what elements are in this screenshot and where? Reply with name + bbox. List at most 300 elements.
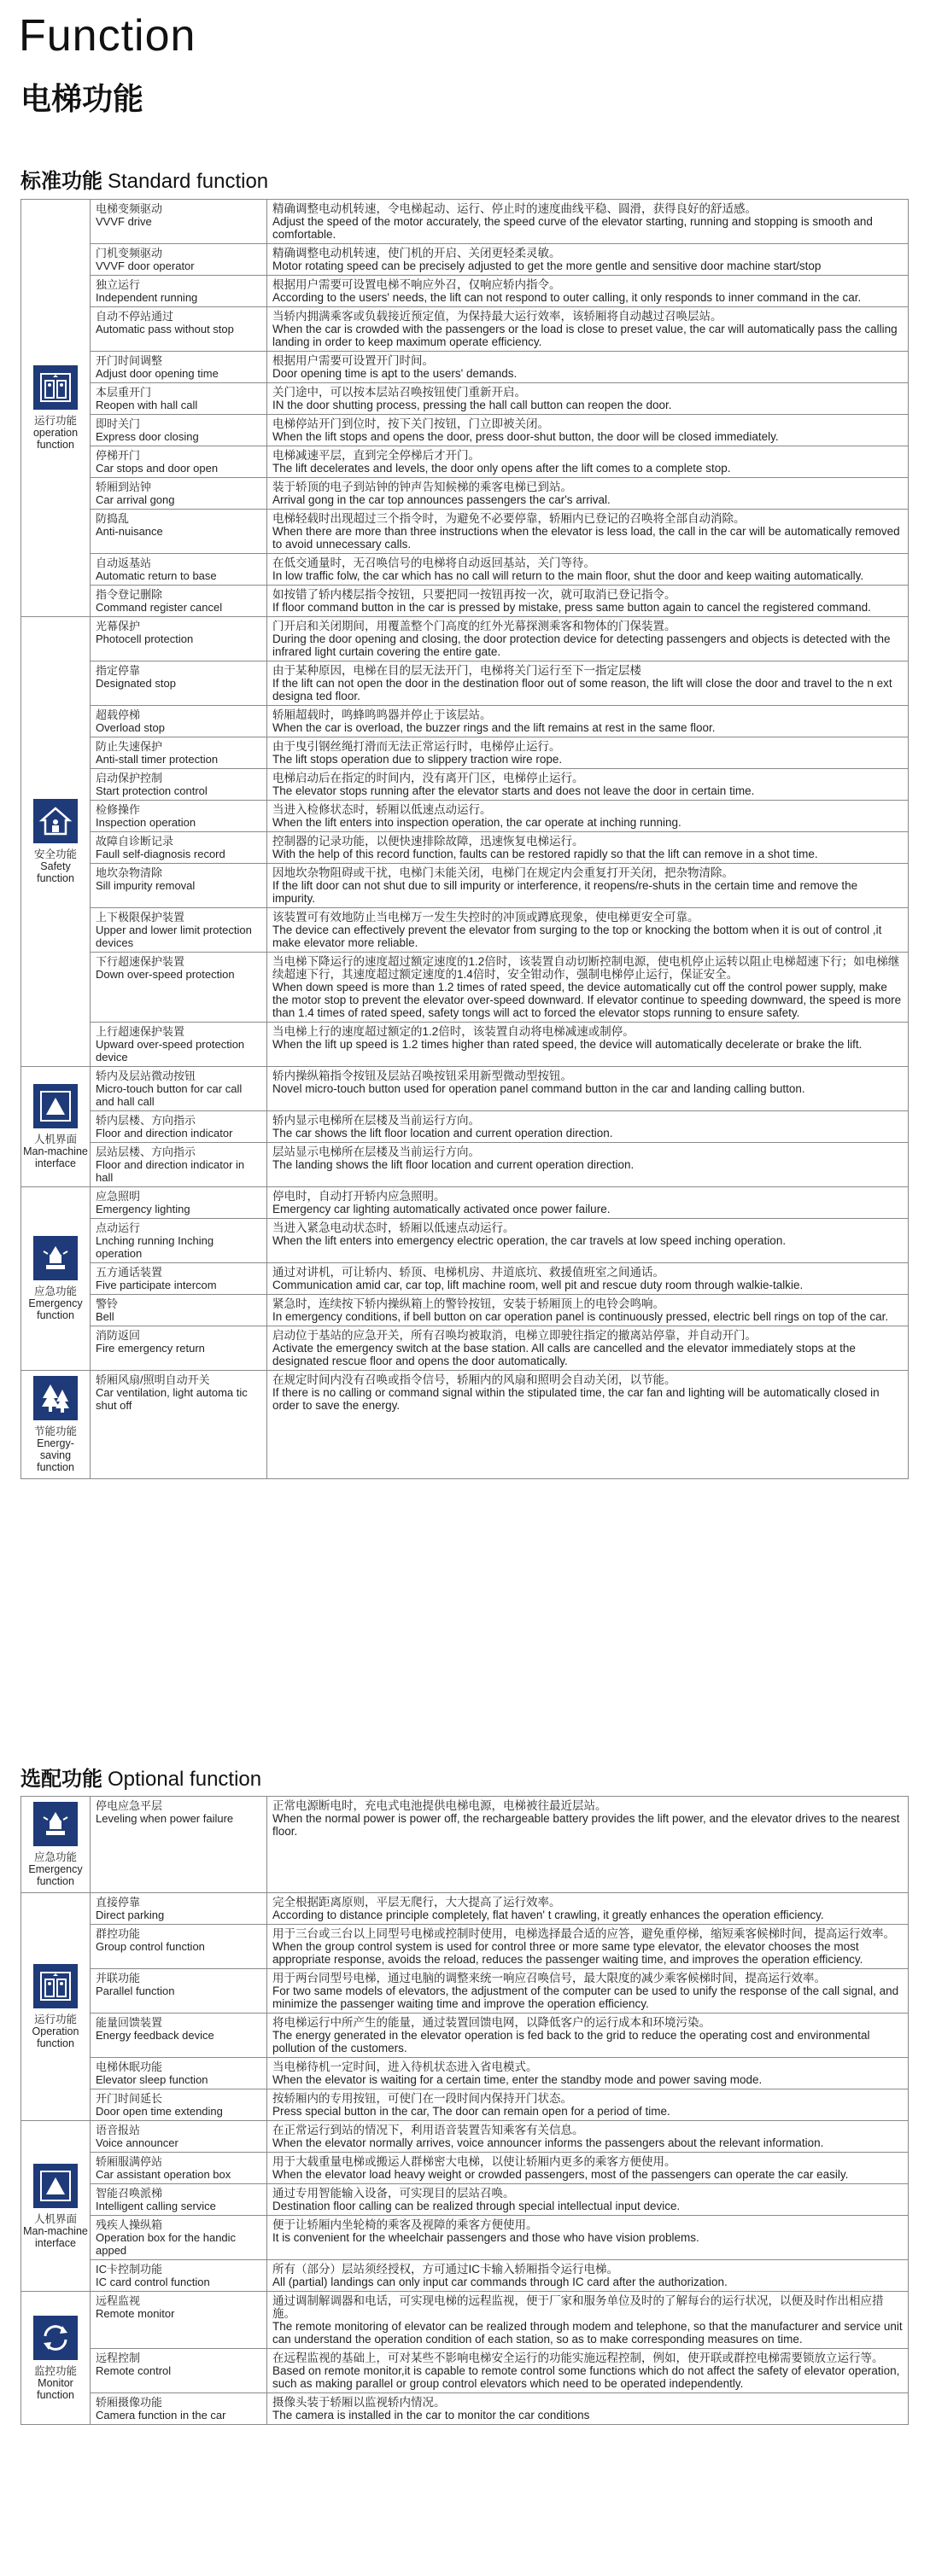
function-name-cell xyxy=(91,832,267,864)
category-label-cn: 应急功能 xyxy=(33,1851,77,1863)
function-name-cell xyxy=(91,244,267,276)
function-name-cn: 能量回馈装置 xyxy=(96,2016,163,2029)
function-description-cn: 按轿厢内的专用按钮，可使门在一段时间内保持开门状态。 xyxy=(272,2092,572,2105)
category-label-cn: 应急功能 xyxy=(33,1285,77,1297)
function-name-en: IC card control function xyxy=(96,2276,210,2288)
function-name-en: Independent running xyxy=(96,291,198,304)
function-name-en: Direct parking xyxy=(96,1909,165,1921)
function-row xyxy=(21,2216,909,2260)
function-name-cell xyxy=(91,1295,267,1326)
function-description-cn: 摄像头装于轿厢以监视轿内情况。 xyxy=(272,2396,446,2409)
function-description-cn: 关门途中，可以按本层站召唤按钮使门重新开启。 xyxy=(272,386,526,399)
function-name-cn: 检修操作 xyxy=(96,803,141,816)
function-row xyxy=(21,383,909,415)
function-name-cell xyxy=(91,2058,267,2089)
function-description-cn: 轿内操纵箱指令按钮及层站召唤按钮采用新型微动型按钮。 xyxy=(272,1069,572,1082)
function-row xyxy=(21,1893,909,1925)
function-description-en: The energy generated in the elevator operation is fed back to the grid to reduce the operating cost and environmental pollution of the customers. xyxy=(272,2029,870,2054)
function-description-cell xyxy=(267,1371,909,1479)
function-description-cn: 精确调整电动机转速，使门机的开启、关闭更轻柔灵敏。 xyxy=(272,247,561,259)
function-name-en: Inspection operation xyxy=(96,816,196,829)
function-description-en: IN the door shutting process, pressing the hall call button can reopen the door. xyxy=(272,399,672,411)
function-name-cell xyxy=(91,737,267,769)
function-name-cn: 群控功能 xyxy=(96,1927,141,1940)
function-name-en: Faull self-diagnosis record xyxy=(96,848,225,860)
function-name-cn: 超载停梯 xyxy=(96,708,141,721)
function-description-cn: 轿厢超载时，鸣蜂鸣鸣器并停止于该层站。 xyxy=(272,708,492,721)
function-name-cell xyxy=(91,1067,267,1111)
function-description-cn: 用于大载重量电梯或搬运人群梯密大电梯，以使让轿厢内更多的乘客方便使用。 xyxy=(272,2155,676,2168)
function-description-cn: 正常电源断电时，充电式电池提供电梯电源，电梯被往最近层站。 xyxy=(272,1799,607,1812)
function-name-en: Automatic pass without stop xyxy=(96,323,234,335)
function-description-en: In low traffic folw, the car which has no call will return to the main floor, shut the door and keep waiting automatically. xyxy=(272,569,864,582)
function-name-cn: 自动返基站 xyxy=(96,557,152,569)
function-name-cell xyxy=(91,200,267,244)
function-name-cn: 防止失速保护 xyxy=(96,740,163,753)
standard-title-cn: 标准功能 xyxy=(20,170,102,193)
function-description-cell xyxy=(267,617,909,661)
function-name-en: VVVF drive xyxy=(96,215,152,228)
function-name-en: Car stops and door open xyxy=(96,462,219,475)
function-description-cell xyxy=(267,2260,909,2292)
function-description-en: When the car is overload, the buzzer rings and the lift remains at rest in the same floor. xyxy=(272,721,716,734)
function-name-en: Photocell protection xyxy=(96,632,194,645)
function-description-cell xyxy=(267,2216,909,2260)
category-label-cn: 人机界面 xyxy=(33,2212,77,2225)
function-description-en: Door opening time is apt to the users' demands. xyxy=(272,367,518,380)
function-name-cell xyxy=(91,510,267,554)
function-description-cell xyxy=(267,769,909,801)
function-name-cell xyxy=(91,617,267,661)
function-row xyxy=(21,415,909,446)
function-description-en: If there is no calling or command signal within the stipulated time, the car fan and lighting will be automatically closed in order to save the energy. xyxy=(272,1386,880,1412)
function-row xyxy=(21,832,909,864)
function-name-cell xyxy=(91,307,267,352)
function-description-cn: 当轿内拥满乘客或负载接近预定值，为保持最大运行效率，该轿厢将自动越过召唤层站。 xyxy=(272,310,722,323)
function-name-en: Group control function xyxy=(96,1940,205,1953)
function-row xyxy=(21,307,909,352)
function-description-cell xyxy=(267,832,909,864)
function-name-cn: 门机变频驱动 xyxy=(96,247,163,259)
function-description-en: When the elevator is waiting for a certain time, enter the standby mode and power saving mode. xyxy=(272,2073,763,2086)
function-name-cell xyxy=(91,864,267,908)
function-row xyxy=(21,2058,909,2089)
function-description-cn: 电梯启动后在指定的时间内，没有离开门区，电梯停止运行。 xyxy=(272,772,584,784)
category-label-cn: 监控功能 xyxy=(33,2364,77,2377)
function-name-cell xyxy=(91,1143,267,1187)
function-description-en: The lift stops operation due to slippery traction wire rope. xyxy=(272,753,563,766)
function-description-cell xyxy=(267,244,909,276)
function-row xyxy=(21,1925,909,1969)
function-description-en: If the lift can not open the door in the destination floor out of some reason, the lift will close the door and travel to the n ext designa ted floor. xyxy=(272,677,892,702)
function-description-cn: 在正常运行到站的情况下，利用语音装置告知乘客有关信息。 xyxy=(272,2124,584,2136)
category-cell xyxy=(21,1893,91,2121)
function-name-en: Upward over-speed protection device xyxy=(96,1038,245,1064)
function-description-cn: 当电梯下降运行的速度超过额定速度的1.2倍时，该装置自动切断控制电源，使电机停止运转以阻止电梯超速下行；如电梯继续超速下行，其速度超过额定速度的1.4倍时，安全钳动作，强制电梯停止运行，保证安全。 xyxy=(272,955,900,981)
category-cell xyxy=(21,200,91,617)
function-description-cn: 在远程监视的基础上，可对某些不影响电梯安全运行的功能实施远程控制，例如，使开联或群控电梯需要锁放立运行等。 xyxy=(272,2352,884,2364)
function-name-cell xyxy=(91,2014,267,2058)
function-name-en: Adjust door opening time xyxy=(96,367,219,380)
function-description-en: Destination floor calling can be realized through special intellectual input device. xyxy=(272,2200,681,2212)
function-name-cn: 警铃 xyxy=(96,1297,119,1310)
function-description-cell xyxy=(267,1326,909,1371)
function-name-en: Door open time extending xyxy=(96,2105,223,2118)
function-name-en: Overload stop xyxy=(96,721,165,734)
function-name-cell xyxy=(91,801,267,832)
function-description-cn: 由于曳引钢丝绳打滑而无法正常运行时，电梯停止运行。 xyxy=(272,740,561,753)
triangle-button-icon xyxy=(33,1084,78,1128)
function-name-cell xyxy=(91,769,267,801)
function-name-en: Automatic return to base xyxy=(96,569,217,582)
function-name-en: Anti-nuisance xyxy=(96,525,163,538)
function-description-cn: 用于三台或三台以上同型号电梯或控制时使用，电梯选择最合适的应答，避免重停梯，缩短乘客候梯时间，提高运行效率。 xyxy=(272,1927,895,1940)
category-label-cn: 节能功能 xyxy=(33,1425,77,1437)
function-description-en: Communication amid car, car top, lift machine room, well pit and rescue duty room through walkie-talkie. xyxy=(272,1279,804,1291)
function-name-cn: IC卡控制功能 xyxy=(96,2263,163,2276)
function-description-en: The elevator stops running after the elevator starts and does not leave the door in certain time. xyxy=(272,784,755,797)
function-description-cn: 装于轿顶的电子到站钟的钟声告知候梯的乘客电梯已到站。 xyxy=(272,481,572,493)
function-name-cell xyxy=(91,908,267,953)
function-name-en: Camera function in the car xyxy=(96,2409,226,2422)
emergency-lamp-icon xyxy=(33,1236,78,1280)
function-name-en: Floor and direction indicator in hall xyxy=(96,1158,245,1184)
function-name-cell xyxy=(91,1797,267,1893)
function-name-cn: 远程控制 xyxy=(96,2352,141,2364)
category-label-cn: 安全功能 xyxy=(33,848,77,860)
function-description-cell xyxy=(267,307,909,352)
function-description-cell xyxy=(267,908,909,953)
function-name-cn: 层站层楼、方向指示 xyxy=(96,1145,196,1158)
function-description-cell xyxy=(267,2393,909,2425)
function-description-en: When the lift up speed is 1.2 times higher than rated speed, the device will automatically decelerate or brake the lift. xyxy=(272,1038,863,1051)
function-row xyxy=(21,586,909,617)
function-name-en: Fire emergency return xyxy=(96,1342,205,1355)
function-description-cell xyxy=(267,446,909,478)
function-name-en: Designated stop xyxy=(96,677,176,690)
function-name-cell xyxy=(91,446,267,478)
function-row xyxy=(21,352,909,383)
function-name-en: Voice announcer xyxy=(96,2136,178,2149)
function-description-en: For two same models of elevators, the adjustment of the computer can be used to unify the response of the call signal, and minimize the passenger waiting time and improve the operation efficiency. xyxy=(272,1984,899,2010)
function-description-en: When the elevator load heavy weight or crowded passengers, most of the passengers can operate the car easily. xyxy=(272,2168,849,2181)
function-name-cell xyxy=(91,1326,267,1371)
function-name-cn: 停梯开门 xyxy=(96,449,141,462)
function-description-cn: 便于让轿厢内坐轮椅的乘客及视障的乘客方便使用。 xyxy=(272,2218,538,2231)
category-label-en: Monitor function xyxy=(37,2376,74,2401)
function-row xyxy=(21,617,909,661)
standard-function-table xyxy=(20,199,909,1479)
function-description-en: During the door opening and closing, the door protection device for detecting passengers and objects is detected with the infrared light curtain covering the entire gate. xyxy=(272,632,891,658)
function-name-cell xyxy=(91,383,267,415)
function-name-en: Parallel function xyxy=(96,1984,175,1997)
function-description-en: If floor command button in the car is pressed by mistake, press same button again to cancel the registered command. xyxy=(272,601,871,614)
function-description-cell xyxy=(267,478,909,510)
function-name-cn: 自动不停站通过 xyxy=(96,310,174,323)
function-description-cell xyxy=(267,1067,909,1111)
function-description-en: In emergency conditions, if bell button on car operation panel is continuously pressed, electric bell rings on top of the car. xyxy=(272,1310,889,1323)
function-description-cell xyxy=(267,1143,909,1187)
function-description-en: The lift decelerates and levels, the door only opens after the lift comes to a complete stop. xyxy=(272,462,731,475)
function-description-cn: 在低交通量时，无召唤信号的电梯将自动返回基站，关门等待。 xyxy=(272,557,595,569)
function-name-cn: 地坎杂物清除 xyxy=(96,866,163,879)
function-name-en: Reopen with hall call xyxy=(96,399,198,411)
function-name-cell xyxy=(91,1893,267,1925)
function-description-en: When the normal power is power off, the rechargeable battery provides the lift power, and the elevator drives to the nearest floor. xyxy=(272,1812,900,1838)
function-row xyxy=(21,2260,909,2292)
operation-icon xyxy=(33,1964,78,2008)
function-row xyxy=(21,801,909,832)
function-description-cn: 所有（部分）层站须经授权，方可通过IC卡输入轿厢指令运行电梯。 xyxy=(272,2263,618,2276)
function-description-en: Novel micro-touch button used for operation panel command button in the car and landing calling button. xyxy=(272,1082,805,1095)
function-description-cell xyxy=(267,276,909,307)
category-cell xyxy=(21,1067,91,1187)
function-name-cell xyxy=(91,2260,267,2292)
category-label-en: Operation function xyxy=(32,2025,79,2049)
function-name-cell xyxy=(91,1925,267,1969)
function-name-cn: 即时关门 xyxy=(96,417,141,430)
function-description-en: When there are more than three instructions when the elevator is less load, the call in the car will be automatically removed to avoid unnecessary calls. xyxy=(272,525,900,551)
function-description-cell xyxy=(267,586,909,617)
function-description-cell xyxy=(267,661,909,706)
function-row xyxy=(21,554,909,586)
function-row xyxy=(21,661,909,706)
function-name-cn: 轿内及层站微动按钮 xyxy=(96,1069,196,1082)
function-description-cn: 根据用户需要可设置电梯不响应外召，仅响应轿内指令。 xyxy=(272,278,561,291)
triangle-button-icon xyxy=(33,2164,78,2208)
function-name-en: VVVF door operator xyxy=(96,259,195,272)
function-row xyxy=(21,1187,909,1219)
function-row xyxy=(21,769,909,801)
function-row xyxy=(21,510,909,554)
function-description-en: When the lift enters into inspection operation, the car operate at inching running. xyxy=(272,816,681,829)
function-description-en: When the lift stops and opens the door, press door-shut button, the door will be closed immediately. xyxy=(272,430,779,443)
function-name-en: Floor and direction indicator xyxy=(96,1127,233,1139)
function-name-cn: 启动保护控制 xyxy=(96,772,163,784)
function-row xyxy=(21,2393,909,2425)
function-row xyxy=(21,1326,909,1371)
function-row xyxy=(21,737,909,769)
function-name-en: Car arrival gong xyxy=(96,493,175,506)
function-description-cn: 当进入检修状态时，轿厢以低速点动运行。 xyxy=(272,803,492,816)
function-row xyxy=(21,244,909,276)
function-description-en: When the lift enters into emergency electric operation, the car travels at low speed inching operation. xyxy=(272,1234,787,1247)
function-description-cell xyxy=(267,510,909,554)
function-description-en: Activate the emergency switch at the base station. All calls are cancelled and the elevator immediately stops at the designated rescue floor and opens the door automatically. xyxy=(272,1342,856,1367)
function-name-cn: 轿厢服满停站 xyxy=(96,2155,163,2168)
function-row xyxy=(21,864,909,908)
function-name-en: Lnching running Inching operation xyxy=(96,1234,214,1260)
operation-icon xyxy=(33,365,78,410)
function-row xyxy=(21,2089,909,2121)
function-description-cell xyxy=(267,1295,909,1326)
function-name-cell xyxy=(91,586,267,617)
function-description-cn: 停电时，自动打开轿内应急照明。 xyxy=(272,1190,446,1203)
category-label-en: operation function xyxy=(32,427,79,451)
function-description-en: Emergency car lighting automatically activated once power failure. xyxy=(272,1203,611,1215)
function-description-cn: 启动位于基站的应急开关，所有召唤均被取消，电梯立即驶往指定的撤离站停靠，并自动开门。 xyxy=(272,1329,757,1342)
function-description-en: When the elevator normally arrives, voice announcer informs the passengers about the relevant information. xyxy=(272,2136,824,2149)
function-row xyxy=(21,1371,909,1479)
function-name-cell xyxy=(91,2121,267,2153)
optional-function-table xyxy=(20,1796,909,2425)
function-name-cell xyxy=(91,1371,267,1479)
category-label-en: Energy-saving function xyxy=(37,1437,74,1473)
function-name-cn: 电梯变频驱动 xyxy=(96,202,163,215)
function-description-cell xyxy=(267,1925,909,1969)
function-description-cell xyxy=(267,2153,909,2184)
function-description-cn: 如按错了轿内楼层指令按钮，只要把同一按钮再按一次，就可取消已登记指令。 xyxy=(272,588,676,601)
function-name-en: Express door closing xyxy=(96,430,199,443)
function-name-cn: 轿厢摄像功能 xyxy=(96,2396,163,2409)
function-description-en: When the group control system is used for control three or more same type elevator, the elevator chooses the most appropriate response, avoids the reload, reduces the passenger waiting time, and improves the operation efficiency. xyxy=(272,1940,863,1966)
function-name-cell xyxy=(91,953,267,1023)
function-name-en: Remote control xyxy=(96,2364,172,2377)
function-description-cn: 紧急时，连续按下轿内操纵箱上的警铃按钮，安装于轿厢顶上的电铃会鸣响。 xyxy=(272,1297,664,1310)
function-row xyxy=(21,1219,909,1263)
function-name-en: Energy feedback device xyxy=(96,2029,214,2042)
function-name-cell xyxy=(91,2393,267,2425)
function-name-en: Bell xyxy=(96,1310,114,1323)
function-description-cell xyxy=(267,415,909,446)
function-name-cell xyxy=(91,2153,267,2184)
function-description-cn: 通过对讲机，可让轿内、轿顶、电梯机房、井道底坑、救援值班室之间通话。 xyxy=(272,1266,664,1279)
function-description-en: The camera is installed in the car to monitor the car conditions xyxy=(272,2409,590,2422)
function-description-cn: 当电梯待机一定时间，进入待机状态进入省电模式。 xyxy=(272,2060,538,2073)
function-row xyxy=(21,1143,909,1187)
function-row xyxy=(21,478,909,510)
function-name-en: Anti-stall timer protection xyxy=(96,753,219,766)
function-name-cn: 轿内层楼、方向指示 xyxy=(96,1114,196,1127)
trees-icon xyxy=(33,1376,78,1420)
function-description-cell xyxy=(267,1263,909,1295)
function-description-cn: 轿内显示电梯所在层楼及当前运行方向。 xyxy=(272,1114,480,1127)
function-name-cn: 开门时间延长 xyxy=(96,2092,163,2105)
function-name-en: Sill impurity removal xyxy=(96,879,196,892)
function-name-cn: 轿厢到站钟 xyxy=(96,481,152,493)
function-name-en: Operation box for the handic apped xyxy=(96,2231,237,2257)
category-cell xyxy=(21,1371,91,1479)
category-label-cn: 人机界面 xyxy=(33,1134,77,1145)
function-description-cell xyxy=(267,864,909,908)
function-description-cell xyxy=(267,2184,909,2216)
function-row xyxy=(21,2292,909,2349)
function-name-cn: 本层重开门 xyxy=(96,386,152,399)
function-description-en: According to the users' needs, the lift can not respond to outer calling, it only responds to inner command in the car. xyxy=(272,291,862,304)
function-row xyxy=(21,1969,909,2014)
page-title: Function xyxy=(19,11,196,61)
function-name-cn: 应急照明 xyxy=(96,1190,141,1203)
function-name-en: Emergency lighting xyxy=(96,1203,190,1215)
category-cell xyxy=(21,2121,91,2292)
function-description-cell xyxy=(267,737,909,769)
function-row xyxy=(21,2184,909,2216)
function-description-cn: 完全根据距离原则，平层无爬行，大大提高了运行效率。 xyxy=(272,1896,561,1909)
standard-section-title xyxy=(20,164,268,194)
function-row xyxy=(21,2014,909,2058)
function-description-cn: 将电梯运行中所产生的能量，通过装置回馈电网，以降低客户的运行成本和环境污染。 xyxy=(272,2016,711,2029)
category-label-cn: 运行功能 xyxy=(33,415,77,427)
function-name-cn: 下行超速保护装置 xyxy=(96,955,185,968)
function-description-cn: 当进入紧急电动状态时，轿厢以低速点动运行。 xyxy=(272,1221,515,1234)
function-description-cn: 由于某种原因，电梯在目的层无法开门，电梯将关门运行至下一指定层楼 xyxy=(272,664,641,677)
function-name-cell xyxy=(91,478,267,510)
function-name-cn: 智能召唤派梯 xyxy=(96,2187,163,2200)
function-description-en: Adjust the speed of the motor accurately, the speed curve of the elevator starting, running and stopping is smooth and comfortable. xyxy=(272,215,873,241)
standard-title-en: Standard function xyxy=(108,170,269,193)
function-description-cn: 电梯减速平层，直到完全停梯后才开门。 xyxy=(272,449,480,462)
function-name-cn: 上行超速保护装置 xyxy=(96,1025,185,1038)
function-description-cell xyxy=(267,1219,909,1263)
function-name-en: Down over-speed protection xyxy=(96,968,235,981)
function-description-cell xyxy=(267,706,909,737)
function-description-cell xyxy=(267,953,909,1023)
function-row xyxy=(21,1295,909,1326)
function-name-en: Leveling when power failure xyxy=(96,1812,234,1825)
function-description-cell xyxy=(267,200,909,244)
function-name-en: Elevator sleep function xyxy=(96,2073,208,2086)
function-description-cell xyxy=(267,554,909,586)
function-row xyxy=(21,908,909,953)
house-safety-icon xyxy=(33,799,78,843)
page-subtitle: 电梯功能 xyxy=(20,81,144,116)
function-description-cn: 根据用户需要可设置开门时间。 xyxy=(272,354,434,367)
function-name-cell xyxy=(91,706,267,737)
function-description-en: The remote monitoring of elevator can be realized through modem and telephone, so that the manufacturer and service unit can understand the operation condition of each station, so as to make corresponding measures on time. xyxy=(272,2320,903,2346)
function-name-cn: 轿厢风扇/照明自动开关 xyxy=(96,1373,210,1386)
function-name-cn: 故障自诊断记录 xyxy=(96,835,174,848)
category-cell xyxy=(21,2292,91,2425)
function-description-en: The car shows the lift floor location and current operation direction. xyxy=(272,1127,613,1139)
function-name-cn: 消防返回 xyxy=(96,1329,141,1342)
function-description-cn: 电梯轻载时出现超过三个指令时，为避免不必要停靠，轿厢内已登记的召唤将全部自动消除。 xyxy=(272,512,746,525)
function-description-cn: 在规定时间内没有召唤或指令信号，轿厢内的风扇和照明会自动关闭，以节能。 xyxy=(272,1373,676,1386)
function-row xyxy=(21,2349,909,2393)
function-description-en: Arrival gong in the car top announces passengers the car's arrival. xyxy=(272,493,611,506)
category-label-en: Man-machine interface xyxy=(23,1145,88,1169)
function-name-cn: 独立运行 xyxy=(96,278,141,291)
function-description-en: With the help of this record function, faults can be restored rapidly so that the lift can remove in a shot time. xyxy=(272,848,818,860)
function-row xyxy=(21,1067,909,1111)
function-name-cell xyxy=(91,1111,267,1143)
function-row xyxy=(21,2121,909,2153)
function-description-cn: 通过专用智能输入设备，可实现目的层站召唤。 xyxy=(272,2187,515,2200)
function-description-cell xyxy=(267,1797,909,1893)
function-name-cell xyxy=(91,2216,267,2260)
function-name-cell xyxy=(91,276,267,307)
function-name-en: Intelligent calling service xyxy=(96,2200,216,2212)
function-name-cn: 防捣乱 xyxy=(96,512,130,525)
function-description-cn: 门开启和关闭期间，用覆盖整个门高度的红外光幕探测乘客和物体的门保装置。 xyxy=(272,620,676,632)
function-row xyxy=(21,276,909,307)
function-name-en: Five participate intercom xyxy=(96,1279,217,1291)
function-name-cn: 残疾人操纵箱 xyxy=(96,2218,163,2231)
function-name-cn: 指定停靠 xyxy=(96,664,141,677)
function-name-cn: 五方通话装置 xyxy=(96,1266,163,1279)
function-name-cell xyxy=(91,1969,267,2014)
function-name-cell xyxy=(91,2089,267,2121)
function-description-cn: 该装置可有效地防止当电梯万一发生失控时的冲顶或蹲底现象，使电梯更安全可靠。 xyxy=(272,911,699,924)
function-name-cn: 指令登记删除 xyxy=(96,588,163,601)
function-name-cell xyxy=(91,2292,267,2349)
category-label-en: Emergency function xyxy=(28,1297,83,1321)
function-name-cn: 开门时间调整 xyxy=(96,354,163,367)
function-description-cn: 精确调整电动机转速，令电梯起动、运行、停止时的速度曲线平稳、圆滑，获得良好的舒适感。 xyxy=(272,202,757,215)
function-description-cell xyxy=(267,383,909,415)
function-name-en: Micro-touch button for car call and hall call xyxy=(96,1082,243,1108)
function-name-cn: 电梯休眠功能 xyxy=(96,2060,163,2073)
function-description-cn: 因地坎杂物阻碍或干扰，电梯门未能关闭，电梯门在规定内会重复打开关闭，把杂物清除。 xyxy=(272,866,734,879)
